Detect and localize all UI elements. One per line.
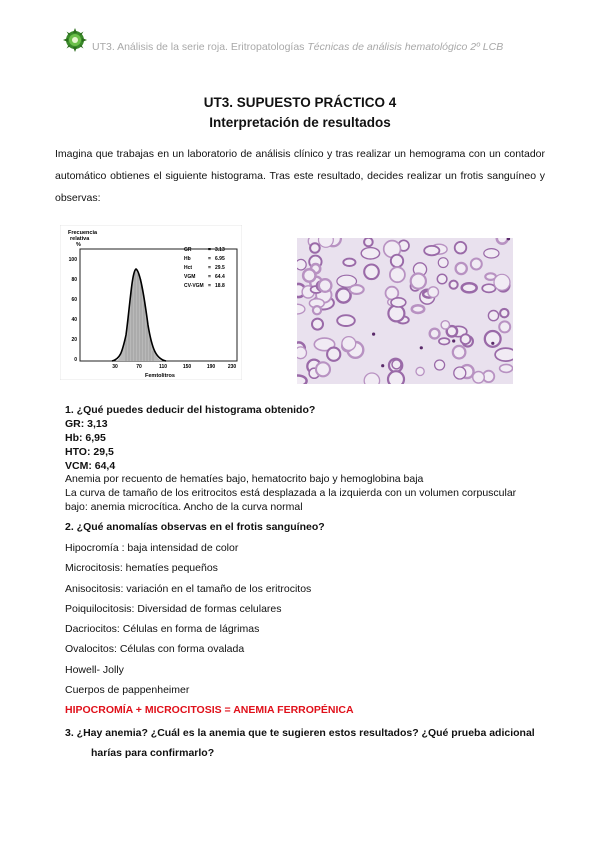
red-blood-cell xyxy=(462,283,477,292)
histo-table-value: 3.13 xyxy=(215,247,225,253)
q2-finding: Anisocitosis: variación en el tamaño de los eritrocitos xyxy=(65,583,312,595)
histo-table-label: VGM xyxy=(184,274,196,280)
red-blood-cell xyxy=(364,238,373,246)
school-logo-icon xyxy=(62,27,88,53)
red-blood-cell xyxy=(297,347,307,359)
histo-table-value: 64.4 xyxy=(215,274,225,280)
q1-value-hto: HTO: 29,5 xyxy=(65,446,114,458)
red-blood-cell xyxy=(437,274,447,284)
red-blood-cell xyxy=(313,306,321,314)
red-blood-cell xyxy=(297,304,305,314)
red-blood-cell xyxy=(461,334,471,344)
header-text xyxy=(92,41,503,53)
question-2: 2. ¿Qué anomalías observas en el frotis sanguíneo? xyxy=(65,521,325,533)
question-3-line-2: harías para confirmarlo? xyxy=(91,747,215,759)
red-blood-cell xyxy=(441,321,449,329)
red-blood-cell xyxy=(319,279,332,292)
q2-finding: Dacriocitos: Células en forma de lágrimas xyxy=(65,623,260,635)
histo-ylabel-1: Frecuencia xyxy=(68,230,98,236)
red-blood-cell xyxy=(350,285,364,294)
red-blood-cell xyxy=(388,371,404,384)
svg-text:=: = xyxy=(208,265,211,271)
svg-text:=: = xyxy=(208,283,211,289)
red-blood-cell xyxy=(412,305,424,313)
histo-y-tick: 20 xyxy=(71,337,77,343)
question-3-line-1: 3. ¿Hay anemia? ¿Cuál es la anemia que te sugieren estos resultados? ¿Qué prueba adicional xyxy=(65,727,535,739)
red-blood-cell xyxy=(430,329,440,339)
red-blood-cell xyxy=(455,242,467,254)
red-blood-cell xyxy=(391,255,403,267)
question-3 xyxy=(65,723,535,763)
red-blood-cell xyxy=(500,364,513,372)
red-blood-cell xyxy=(471,259,482,270)
histogram-figure xyxy=(60,225,242,380)
red-blood-cell xyxy=(364,265,379,280)
histo-x-tick: 150 xyxy=(182,364,192,370)
red-blood-cell xyxy=(303,269,315,281)
q2-finding: Howell- Jolly xyxy=(65,664,124,676)
histo-y-tick: 40 xyxy=(71,317,77,323)
histo-x-tick: 70 xyxy=(136,364,142,370)
q1-answer-anemia: Anemia por recuento de hematíes bajo, hematocrito bajo y hemoglobina baja xyxy=(65,473,424,485)
inclusion-body xyxy=(372,333,375,336)
histo-table-value: 18.8 xyxy=(215,283,225,289)
inclusion-body xyxy=(381,364,384,367)
histo-x-tick: 110 xyxy=(158,364,168,370)
histo-table-label: Hb xyxy=(184,256,191,262)
red-blood-cell xyxy=(500,309,508,317)
red-blood-cell xyxy=(454,367,466,379)
red-blood-cell xyxy=(391,298,406,307)
blood-smear-image xyxy=(297,238,513,384)
q1-answer-curve: La curva de tamaño de los eritrocitos está desplazada a la izquierda con un volumen corpuscular xyxy=(65,487,517,499)
q1-value-vcm: VCM: 64,4 xyxy=(65,460,116,472)
histo-x-tick: 190 xyxy=(206,364,216,370)
svg-text:=: = xyxy=(208,247,211,253)
red-blood-cell xyxy=(435,360,445,370)
histo-xlabel: Femtolitros xyxy=(145,373,175,379)
red-blood-cell xyxy=(497,238,508,244)
page-title: UT3. SUPUESTO PRÁCTICO 4 xyxy=(203,95,397,110)
page-header xyxy=(62,27,582,57)
red-blood-cell xyxy=(499,321,510,332)
histo-table-label: Hct xyxy=(184,265,193,271)
histo-table-label: GR xyxy=(184,247,192,253)
question-1: 1. ¿Qué puedes deducir del histograma obtenido? xyxy=(65,404,316,416)
q1-answer-microcytic: bajo: anemia microcítica. Ancho de la curva normal xyxy=(65,501,303,513)
red-blood-cell xyxy=(450,281,458,289)
red-blood-cell xyxy=(310,243,320,253)
red-blood-cell xyxy=(319,238,334,247)
red-blood-cell xyxy=(312,319,323,330)
red-blood-cell xyxy=(488,311,498,321)
q2-finding: Poiquilocitosis: Diversidad de formas celulares xyxy=(65,603,282,615)
q1-value-gr: GR: 3,13 xyxy=(65,418,108,430)
svg-text:=: = xyxy=(208,274,211,280)
red-blood-cell xyxy=(439,338,450,344)
histo-y-tick: 80 xyxy=(71,277,77,283)
q2-finding: Microcitosis: hematíes pequeños xyxy=(65,562,218,574)
histo-y-tick: 0 xyxy=(74,357,77,363)
histo-table-label: CV-VGM xyxy=(184,283,204,289)
histo-table-value: 29.5 xyxy=(215,265,225,271)
red-blood-cell xyxy=(361,248,379,259)
red-blood-cell xyxy=(494,274,510,290)
red-blood-cell xyxy=(364,373,379,384)
red-blood-cell xyxy=(453,346,466,359)
red-blood-cell xyxy=(424,246,439,255)
red-blood-cell xyxy=(336,288,350,302)
red-blood-cell xyxy=(473,372,485,384)
red-blood-cell xyxy=(297,259,306,270)
q1-value-hb: Hb: 6,95 xyxy=(65,432,106,444)
red-blood-cell xyxy=(297,376,307,385)
histo-y-tick: 100 xyxy=(68,257,77,263)
red-blood-cell xyxy=(411,274,426,289)
intro-paragraph: Imagina que trabajas en un laboratorio de análisis clínico y tras realizar un hemograma con un contador automático obtienes el siguiente histograma. Tras este resultado, decides realizar un frotis sanguíneo y observas: xyxy=(55,148,545,204)
inclusion-body xyxy=(491,342,494,345)
red-blood-cell xyxy=(482,284,495,292)
svg-text:=: = xyxy=(208,256,211,262)
page-subtitle: Interpretación de resultados xyxy=(209,115,391,130)
inclusion-body xyxy=(420,346,423,349)
red-blood-cell xyxy=(428,287,439,298)
header-course: Técnicas de análisis hematológico 2º LCB xyxy=(307,41,504,53)
histo-ylabel-3: % xyxy=(76,242,81,248)
histo-ylabel-2: relativa xyxy=(70,236,90,242)
red-blood-cell xyxy=(416,367,424,375)
red-blood-cell xyxy=(343,259,355,266)
red-blood-cell xyxy=(390,267,405,282)
red-blood-cell xyxy=(456,263,467,274)
red-blood-cell xyxy=(388,305,404,321)
header-unit: UT3. Análisis de la serie roja. Eritropatologías xyxy=(92,41,305,53)
red-blood-cell xyxy=(484,249,499,258)
histo-x-tick: 30 xyxy=(112,364,118,370)
q2-conclusion: HIPOCROMÍA + MICROCITOSIS = ANEMIA FERROPÉNICA xyxy=(65,704,354,716)
inclusion-body xyxy=(452,339,455,342)
red-blood-cell xyxy=(342,337,356,351)
red-blood-cell xyxy=(495,348,513,361)
red-blood-cell xyxy=(392,360,401,369)
q2-finding: Hipocromía : baja intensidad de color xyxy=(65,542,239,554)
histo-y-tick: 60 xyxy=(71,297,77,303)
red-blood-cell xyxy=(316,362,330,376)
red-blood-cell xyxy=(327,348,340,361)
histo-x-tick: 230 xyxy=(227,364,237,370)
red-blood-cell xyxy=(438,258,448,268)
q2-finding: Cuerpos de pappenheimer xyxy=(65,684,190,696)
histo-table-value: 6.95 xyxy=(215,256,225,262)
q2-finding: Ovalocitos: Células con forma ovalada xyxy=(65,643,245,655)
red-blood-cell xyxy=(337,315,355,326)
